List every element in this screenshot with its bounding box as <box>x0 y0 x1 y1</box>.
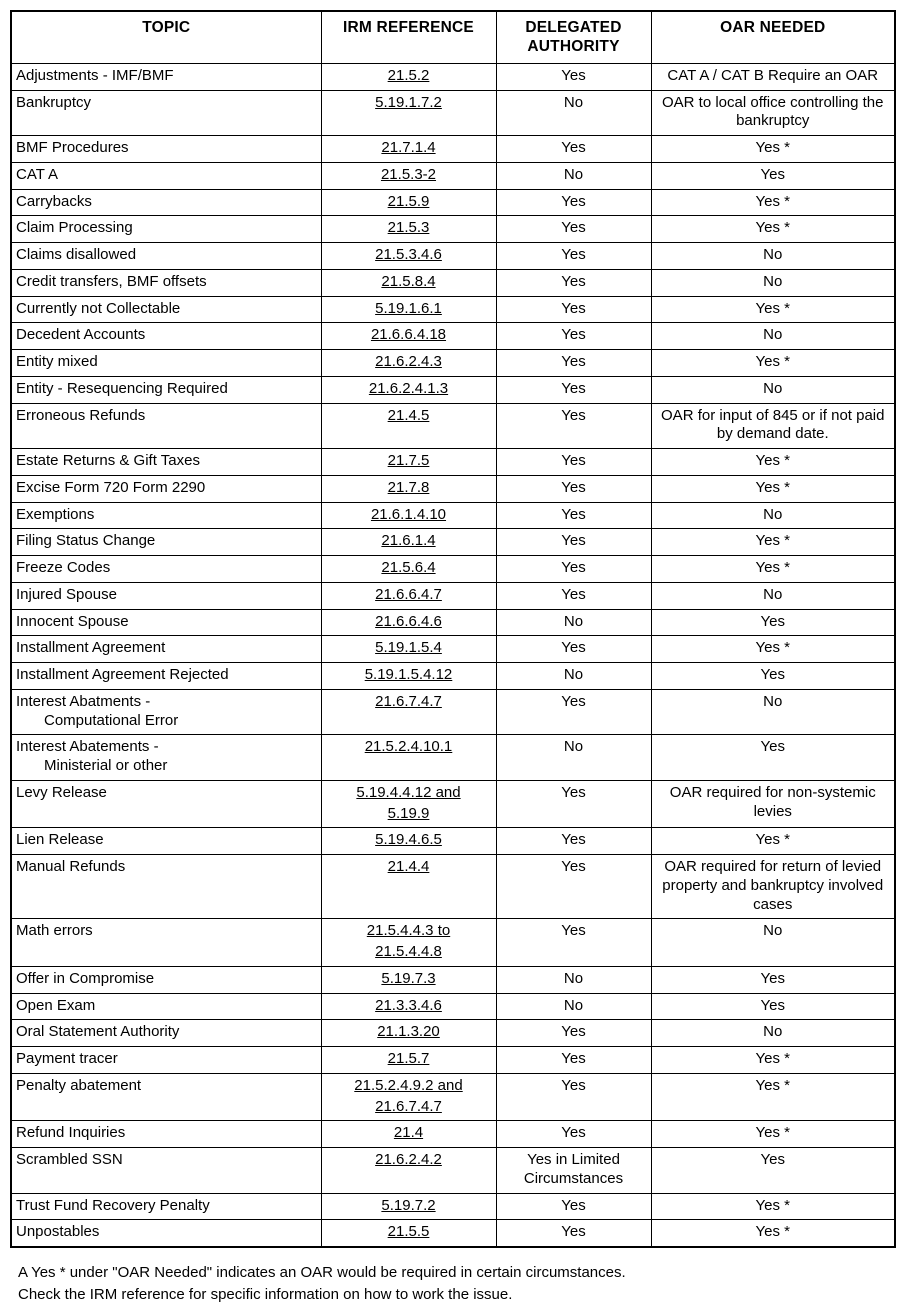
cell-irm-reference[interactable] <box>321 919 496 967</box>
cell-delegated-authority: Yes <box>496 1220 651 1247</box>
table-row <box>11 636 895 663</box>
cell-irm-reference[interactable] <box>321 1047 496 1074</box>
irm-reference-link[interactable]: 21.4.5 <box>387 406 430 424</box>
table-header-row <box>11 11 895 63</box>
column-header-topic: TOPIC <box>11 11 321 63</box>
irm-reference-link[interactable]: 21.4 <box>393 1124 424 1142</box>
irm-reference-table <box>10 10 896 1248</box>
table-row <box>11 1020 895 1047</box>
cell-irm-reference[interactable] <box>321 403 496 449</box>
irm-reference-link[interactable]: 21.4.4 <box>387 858 430 875</box>
irm-reference-link[interactable]: 21.5.3 <box>387 219 430 237</box>
cell-oar-needed: Yes * <box>651 1220 895 1247</box>
cell-delegated-authority: Yes <box>496 449 651 476</box>
topic-text: Exemptions <box>16 505 95 523</box>
cell-delegated-authority: No <box>496 993 651 1020</box>
cell-delegated-authority: Yes <box>496 529 651 556</box>
cell-irm-reference[interactable] <box>321 449 496 476</box>
topic-text-continued: Computational Error <box>44 711 179 729</box>
cell-irm-reference[interactable] <box>321 189 496 216</box>
irm-reference-link[interactable]: 21.7.5 <box>387 452 430 469</box>
cell-oar-needed: Yes * <box>651 449 895 476</box>
cell-irm-reference[interactable] <box>321 475 496 502</box>
table-row <box>11 1148 895 1194</box>
topic-text: Unpostables <box>16 1223 100 1241</box>
cell-irm-reference[interactable] <box>321 529 496 556</box>
table-row <box>11 90 895 136</box>
topic-text: Decedent Accounts <box>16 326 146 344</box>
irm-reference-link[interactable]: 5.19.4.4.12 and <box>356 783 461 801</box>
irm-reference-link[interactable]: 5.19.1.5.4 <box>375 639 442 657</box>
cell-irm-reference[interactable] <box>321 136 496 163</box>
topic-text: Freeze Codes <box>16 559 111 576</box>
cell-topic <box>11 296 321 323</box>
irm-reference-link[interactable]: 21.5.4.4.8 <box>375 943 442 960</box>
cell-oar-needed: Yes * <box>651 189 895 216</box>
cell-topic <box>11 502 321 529</box>
cell-oar-needed: Yes * <box>651 1193 895 1220</box>
cell-irm-reference[interactable] <box>321 376 496 403</box>
cell-delegated-authority: Yes <box>496 376 651 403</box>
topic-text: Erroneous Refunds <box>16 406 146 424</box>
cell-delegated-authority: Yes <box>496 189 651 216</box>
irm-reference-link[interactable]: 21.5.2.4.9.2 and <box>354 1076 463 1094</box>
topic-text: Filing Status Change <box>16 532 156 550</box>
cell-oar-needed: OAR required for return of levied property and bankruptcy involved cases <box>651 855 895 919</box>
cell-oar-needed: No <box>651 1020 895 1047</box>
irm-reference-link[interactable]: 5.19.1.5.4.12 <box>364 666 453 683</box>
table-row <box>11 993 895 1020</box>
cell-oar-needed: OAR to local office controlling the bankruptcy <box>651 90 895 136</box>
topic-text: Interest Abatments - <box>16 692 151 710</box>
irm-reference-link[interactable]: 5.19.1.7.2 <box>375 93 442 111</box>
table-row <box>11 189 895 216</box>
irm-reference-link[interactable]: 21.6.6.4.6 <box>375 612 442 630</box>
irm-reference-link[interactable]: 21.6.1.4.10 <box>370 505 447 523</box>
cell-delegated-authority: Yes <box>496 556 651 583</box>
irm-reference-link[interactable]: 21.5.5 <box>387 1223 430 1241</box>
cell-topic <box>11 1220 321 1247</box>
footnote-line-1: A Yes * under "OAR Needed" indicates an OAR would be required in certain circumstances. <box>18 1264 626 1281</box>
table-row <box>11 502 895 529</box>
cell-irm-reference[interactable] <box>321 828 496 855</box>
cell-delegated-authority: Yes <box>496 1047 651 1074</box>
cell-irm-reference[interactable] <box>321 90 496 136</box>
cell-oar-needed: No <box>651 919 895 967</box>
cell-irm-reference[interactable] <box>321 1148 496 1194</box>
topic-text: Offer in Compromise <box>16 969 155 987</box>
irm-reference-link[interactable]: 5.19.9 <box>387 804 430 822</box>
cell-topic <box>11 1148 321 1194</box>
cell-irm-reference[interactable] <box>321 636 496 663</box>
cell-irm-reference[interactable] <box>321 663 496 690</box>
cell-delegated-authority: Yes <box>496 1073 651 1121</box>
cell-irm-reference[interactable] <box>321 609 496 636</box>
cell-oar-needed: Yes <box>651 993 895 1020</box>
table-row <box>11 1193 895 1220</box>
cell-topic <box>11 966 321 993</box>
cell-delegated-authority: Yes <box>496 475 651 502</box>
topic-text: Trust Fund Recovery Penalty <box>16 1196 210 1214</box>
cell-topic <box>11 162 321 189</box>
topic-text: Interest Abatements - <box>16 738 159 756</box>
cell-oar-needed: Yes <box>651 609 895 636</box>
cell-oar-needed: OAR required for non-systemic levies <box>651 780 895 828</box>
cell-oar-needed: Yes * <box>651 636 895 663</box>
irm-reference-link[interactable]: 21.5.3.4.6 <box>375 246 442 263</box>
irm-reference-link[interactable]: 21.6.7.4.7 <box>375 692 442 710</box>
irm-reference-link[interactable]: 21.3.3.4.6 <box>375 996 442 1014</box>
table-row <box>11 475 895 502</box>
cell-oar-needed: Yes * <box>651 475 895 502</box>
cell-oar-needed: Yes <box>651 663 895 690</box>
irm-reference-link[interactable]: 21.5.2.4.10.1 <box>364 738 453 756</box>
cell-irm-reference[interactable] <box>321 735 496 781</box>
cell-delegated-authority: No <box>496 966 651 993</box>
table-row <box>11 216 895 243</box>
topic-text: Math errors <box>16 922 93 940</box>
cell-topic <box>11 350 321 377</box>
cell-topic <box>11 189 321 216</box>
cell-topic <box>11 90 321 136</box>
topic-text: Levy Release <box>16 783 107 801</box>
topic-text: Credit transfers, BMF offsets <box>16 272 207 290</box>
cell-irm-reference[interactable] <box>321 582 496 609</box>
cell-oar-needed: Yes * <box>651 1073 895 1121</box>
table-row <box>11 966 895 993</box>
cell-oar-needed: No <box>651 243 895 270</box>
cell-oar-needed: No <box>651 269 895 296</box>
cell-oar-needed: Yes <box>651 162 895 189</box>
topic-text: Injured Spouse <box>16 585 117 603</box>
table-row <box>11 919 895 967</box>
cell-irm-reference[interactable] <box>321 993 496 1020</box>
irm-reference-link[interactable]: 21.6.2.4.1.3 <box>368 379 449 397</box>
topic-text: Currently not Collectable <box>16 299 181 317</box>
cell-delegated-authority: Yes <box>496 136 651 163</box>
topic-text: Payment tracer <box>16 1050 118 1067</box>
cell-oar-needed: OAR for input of 845 or if not paid by demand date. <box>651 403 895 449</box>
cell-topic <box>11 1047 321 1074</box>
topic-text: Bankruptcy <box>16 93 92 111</box>
irm-reference-link[interactable]: 21.5.6.4 <box>381 559 436 576</box>
topic-text: Entity - Resequencing Required <box>16 379 228 397</box>
irm-reference-link[interactable]: 21.7.1.4 <box>381 139 436 156</box>
cell-delegated-authority: Yes <box>496 636 651 663</box>
cell-irm-reference[interactable] <box>321 966 496 993</box>
cell-oar-needed: Yes * <box>651 556 895 583</box>
topic-text: Claims disallowed <box>16 246 137 263</box>
topic-text: Estate Returns & Gift Taxes <box>16 452 200 469</box>
table-row <box>11 403 895 449</box>
cell-topic <box>11 556 321 583</box>
cell-delegated-authority: Yes <box>496 582 651 609</box>
cell-irm-reference[interactable] <box>321 216 496 243</box>
column-header-delegated-authority <box>496 11 651 63</box>
irm-reference-link[interactable]: 21.6.7.4.7 <box>375 1097 442 1115</box>
cell-irm-reference[interactable] <box>321 855 496 919</box>
cell-oar-needed: Yes * <box>651 296 895 323</box>
cell-topic <box>11 323 321 350</box>
cell-topic <box>11 243 321 270</box>
cell-topic <box>11 780 321 828</box>
table-row <box>11 1121 895 1148</box>
cell-delegated-authority: Yes <box>496 502 651 529</box>
cell-oar-needed: No <box>651 582 895 609</box>
table-row <box>11 1220 895 1247</box>
table-body <box>11 63 895 1247</box>
footnote-line-2: Check the IRM reference for specific information on how to work the issue. <box>18 1285 513 1303</box>
topic-text-continued: Ministerial or other <box>44 757 168 774</box>
cell-oar-needed: Yes <box>651 735 895 781</box>
cell-delegated-authority: Yes <box>496 403 651 449</box>
footnote <box>10 1262 894 1306</box>
cell-delegated-authority: Yes <box>496 243 651 270</box>
column-header-delegated-line1: DELEGATED <box>525 19 622 36</box>
topic-text: Claim Processing <box>16 219 133 237</box>
cell-irm-reference[interactable] <box>321 1220 496 1247</box>
column-header-oar-needed: OAR NEEDED <box>651 11 895 63</box>
cell-delegated-authority: Yes <box>496 1020 651 1047</box>
cell-topic <box>11 376 321 403</box>
topic-text: Entity mixed <box>16 353 98 370</box>
cell-oar-needed: Yes <box>651 966 895 993</box>
cell-delegated-authority: Yes <box>496 63 651 90</box>
cell-irm-reference[interactable] <box>321 243 496 270</box>
cell-delegated-authority: No <box>496 609 651 636</box>
cell-oar-needed: CAT A / CAT B Require an OAR <box>651 63 895 90</box>
cell-topic <box>11 993 321 1020</box>
table-row <box>11 350 895 377</box>
table-row <box>11 780 895 828</box>
table-row <box>11 735 895 781</box>
cell-delegated-authority: Yes <box>496 296 651 323</box>
cell-topic <box>11 136 321 163</box>
irm-reference-link[interactable]: 21.5.2 <box>387 66 430 84</box>
cell-irm-reference[interactable] <box>321 556 496 583</box>
cell-topic <box>11 216 321 243</box>
irm-reference-link[interactable]: 21.1.3.20 <box>377 1023 440 1041</box>
table-row <box>11 582 895 609</box>
cell-irm-reference[interactable] <box>321 502 496 529</box>
cell-oar-needed: Yes * <box>651 529 895 556</box>
irm-reference-link[interactable]: 21.6.6.4.18 <box>370 326 447 344</box>
table-row <box>11 1073 895 1121</box>
topic-text: Refund Inquiries <box>16 1124 126 1142</box>
cell-delegated-authority: Yes <box>496 216 651 243</box>
topic-text: CAT A <box>16 165 58 183</box>
irm-reference-link[interactable]: 21.6.2.4.3 <box>375 353 442 370</box>
cell-oar-needed: Yes * <box>651 1047 895 1074</box>
irm-reference-link[interactable]: 5.19.7.2 <box>381 1196 436 1214</box>
irm-reference-link[interactable]: 5.19.7.3 <box>381 969 436 987</box>
cell-delegated-authority: Yes <box>496 1193 651 1220</box>
irm-reference-link[interactable]: 21.6.2.4.2 <box>375 1151 442 1168</box>
cell-irm-reference[interactable] <box>321 1121 496 1148</box>
irm-reference-link[interactable]: 21.5.8.4 <box>381 272 436 290</box>
cell-topic <box>11 403 321 449</box>
table-row <box>11 1047 895 1074</box>
cell-irm-reference[interactable] <box>321 296 496 323</box>
table-row <box>11 609 895 636</box>
table-row <box>11 243 895 270</box>
column-header-delegated-line2: AUTHORITY <box>527 38 620 56</box>
cell-topic <box>11 609 321 636</box>
cell-oar-needed: Yes * <box>651 216 895 243</box>
cell-oar-needed: No <box>651 502 895 529</box>
cell-delegated-authority: No <box>496 90 651 136</box>
irm-reference-link[interactable]: 21.5.7 <box>387 1050 430 1067</box>
irm-reference-link[interactable]: 21.5.4.4.3 to <box>366 922 451 940</box>
cell-topic <box>11 1073 321 1121</box>
cell-oar-needed: Yes <box>651 1148 895 1194</box>
cell-topic <box>11 529 321 556</box>
cell-topic <box>11 828 321 855</box>
cell-topic <box>11 636 321 663</box>
table-row <box>11 663 895 690</box>
table-row <box>11 136 895 163</box>
table-row <box>11 296 895 323</box>
cell-delegated-authority: Yes <box>496 350 651 377</box>
cell-irm-reference[interactable] <box>321 269 496 296</box>
cell-delegated-authority: Yes <box>496 1121 651 1148</box>
cell-irm-reference[interactable] <box>321 689 496 735</box>
topic-text: Open Exam <box>16 996 96 1014</box>
cell-irm-reference[interactable] <box>321 350 496 377</box>
table-row <box>11 529 895 556</box>
irm-reference-link[interactable]: 21.7.8 <box>387 478 430 496</box>
cell-topic <box>11 689 321 735</box>
cell-topic <box>11 269 321 296</box>
cell-irm-reference[interactable] <box>321 1193 496 1220</box>
table-row <box>11 855 895 919</box>
cell-delegated-authority: No <box>496 735 651 781</box>
cell-delegated-authority: Yes <box>496 323 651 350</box>
table-row <box>11 323 895 350</box>
cell-delegated-authority: Yes in Limited Circumstances <box>496 1148 651 1194</box>
cell-irm-reference[interactable] <box>321 1020 496 1047</box>
cell-oar-needed: No <box>651 376 895 403</box>
table-row <box>11 556 895 583</box>
topic-text: Manual Refunds <box>16 858 126 875</box>
cell-oar-needed: No <box>651 689 895 735</box>
cell-topic <box>11 1121 321 1148</box>
cell-irm-reference[interactable] <box>321 323 496 350</box>
cell-topic <box>11 919 321 967</box>
cell-delegated-authority: No <box>496 663 651 690</box>
cell-delegated-authority: Yes <box>496 919 651 967</box>
irm-reference-link[interactable]: 21.5.9 <box>387 192 430 210</box>
cell-irm-reference[interactable] <box>321 1073 496 1121</box>
table-row <box>11 162 895 189</box>
topic-text: Excise Form 720 Form 2290 <box>16 478 206 496</box>
irm-reference-link[interactable]: 5.19.1.6.1 <box>375 299 442 317</box>
topic-text: Lien Release <box>16 831 104 849</box>
cell-delegated-authority: Yes <box>496 780 651 828</box>
topic-text: Oral Statement Authority <box>16 1023 180 1041</box>
cell-delegated-authority: Yes <box>496 855 651 919</box>
irm-reference-link[interactable]: 5.19.4.6.5 <box>375 831 442 849</box>
cell-topic <box>11 582 321 609</box>
topic-text: Scrambled SSN <box>16 1151 123 1168</box>
topic-text: Innocent Spouse <box>16 612 129 630</box>
table-header <box>11 11 895 63</box>
cell-irm-reference[interactable] <box>321 162 496 189</box>
topic-text: BMF Procedures <box>16 139 129 156</box>
cell-topic <box>11 735 321 781</box>
topic-text: Carrybacks <box>16 192 92 210</box>
cell-topic <box>11 855 321 919</box>
cell-topic <box>11 1020 321 1047</box>
cell-oar-needed: No <box>651 323 895 350</box>
cell-topic <box>11 1193 321 1220</box>
cell-topic <box>11 449 321 476</box>
cell-oar-needed: Yes * <box>651 136 895 163</box>
cell-topic <box>11 663 321 690</box>
cell-delegated-authority: Yes <box>496 828 651 855</box>
cell-topic <box>11 475 321 502</box>
table-row <box>11 269 895 296</box>
cell-delegated-authority: Yes <box>496 269 651 296</box>
table-row <box>11 828 895 855</box>
topic-text: Installment Agreement Rejected <box>16 666 229 683</box>
table-row <box>11 449 895 476</box>
cell-irm-reference[interactable] <box>321 63 496 90</box>
cell-oar-needed: Yes * <box>651 1121 895 1148</box>
cell-oar-needed: Yes * <box>651 828 895 855</box>
irm-reference-link[interactable]: 21.5.3-2 <box>380 165 437 183</box>
table-row <box>11 376 895 403</box>
cell-delegated-authority: Yes <box>496 689 651 735</box>
column-header-irm-reference: IRM REFERENCE <box>321 11 496 63</box>
table-row <box>11 689 895 735</box>
cell-topic <box>11 63 321 90</box>
table-row <box>11 63 895 90</box>
topic-text: Installment Agreement <box>16 639 166 657</box>
cell-irm-reference[interactable] <box>321 780 496 828</box>
irm-reference-link[interactable]: 21.6.1.4 <box>381 532 436 550</box>
irm-reference-link[interactable]: 21.6.6.4.7 <box>375 585 442 603</box>
topic-text: Penalty abatement <box>16 1076 142 1094</box>
cell-delegated-authority: No <box>496 162 651 189</box>
cell-oar-needed: Yes * <box>651 350 895 377</box>
topic-text: Adjustments - IMF/BMF <box>16 66 174 84</box>
